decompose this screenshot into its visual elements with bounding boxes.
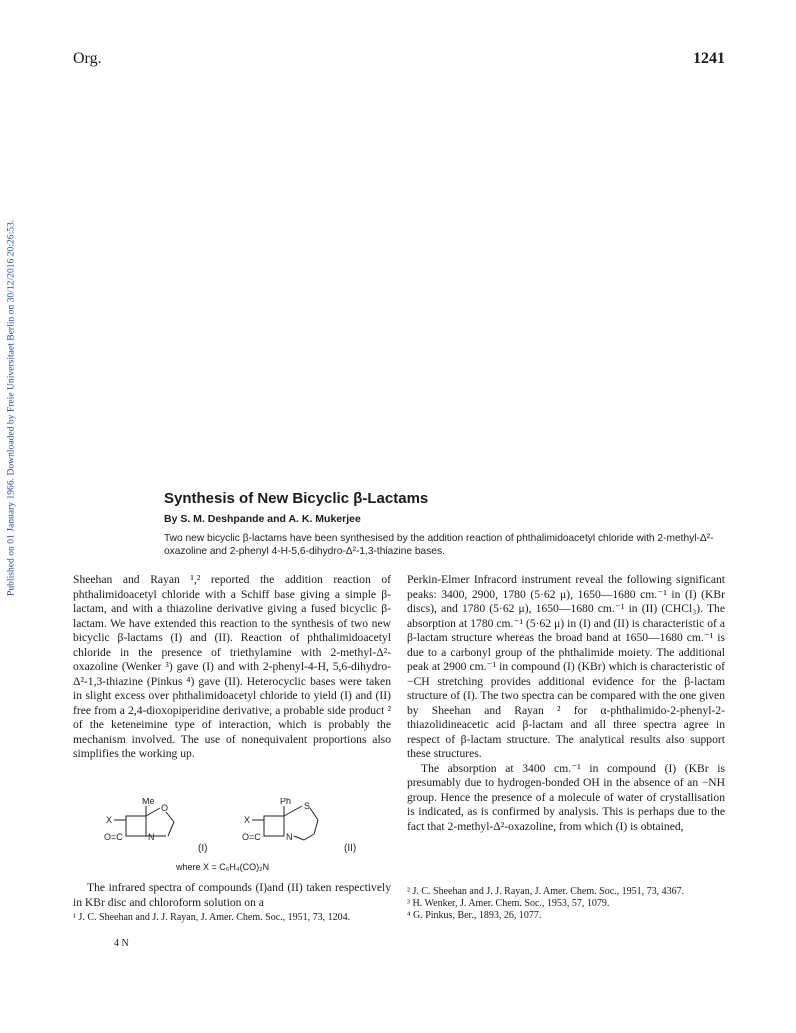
article-authors: By S. M. Deshpande and A. K. Mukerjee [164,513,361,525]
phenyl-label: Ph [280,798,292,806]
footnote-3: ³ H. Wenker, J. Amer. Chem. Soc., 1953, 57, 1079. [407,898,610,909]
footnote-4: ⁴ G. Pinkus, Ber., 1893, 26, 1077. [407,910,542,921]
page-number: 1241 [693,50,725,67]
body-column-left [73,573,391,762]
footnote-text: ¹ J. C. Sheehan and J. J. Rayan, J. Amer. Chem. Soc., 1951, 73, 1204. [73,912,351,923]
signature-mark: 4 N [114,938,129,949]
footnotes-right [407,886,725,922]
journal-section: Org. [73,50,102,67]
sulfur-label: S [304,801,311,811]
footnote-1 [73,912,391,924]
nitrogen-label: N [286,832,293,842]
body-column-left-continued [73,881,391,910]
x-label: X [244,815,251,825]
methyl-label: Me [142,798,155,806]
body-paragraph: Sheehan and Rayan ¹,² reported the addition reaction of phthalimidoacetyl chloride with a Schiff base giving a simple β-lactam, and with a thiazoline derivative giving a fused bicyclic β-lactam. We have extended this reaction to the synthesis of two new bicyclic β-lactams (I) and (II). Reaction of phthalimidoacetyl chloride in the presence of triethylamine with 2-methyl-Δ²-oxazoline (Wenker ³) gave (I) and with 2-phenyl-4-H, 5,6-dihydro-Δ²-1,3-thiazine (Pinkus ⁴) gave (II). Heterocyclic bases were taken in slight excess over phthalimidoacetyl chloride to yield (I) and (II) free from a 2,4-dioxopiperidine derivative, a probable side product ² of the keteneimine type of interaction, which is probably the mechanism involved. The use of nonequivalent proportions also simplifies the working up. [73,573,391,760]
article-title: Synthesis of New Bicyclic β-Lactams [164,490,429,507]
article-abstract: Two new bicyclic β-lactams have been synthesised by the addition reaction of phthalimidoacetyl chloride with 2-methyl-Δ²-oxazoline and 2-phenyl 4-H-5,6-dihydro-Δ²-1,3-thiazine bases. [164,533,714,557]
footnote-2: ² J. C. Sheehan and J. J. Rayan, J. Amer. Chem. Soc., 1951, 73, 4367. [407,886,685,897]
chemical-structures [98,798,368,858]
body-paragraph: The absorption at 3400 cm.⁻¹ in compound (I) (KBr is presumably due to hydrogen-bonded OH in the absence of an −NH group. Hence the presence of a molecule of water of crystallisation is indicated, as is confirmed by analysis. This is perhaps due to the fact that 2-methyl-Δ²-oxazoline, from which (I) is obtained, [407,761,725,833]
nitrogen-label: N [148,832,155,842]
body-paragraph: Perkin-Elmer Infracord instrument reveal the following significant peaks: 3400, 2900, 1780 (5·62 μ), 1650—1680 cm.⁻¹ in (I) (KBr discs), and 1780 (5·62 μ), 1650—1680 cm.⁻¹ in (II) (CHCl₃). The absorption at 1780 cm.⁻¹ (5·62 μ) in (I) and (II) is characteristic of a β-lactam structure whereas the broad band at 1650—1680 cm.⁻¹ is due to a carbonyl group of the phthalimide moiety. The additional peak at 2900 cm.⁻¹ in compound (I) (KBr) which is characteristic of −CH stretching provides additional evidence for the β-lactam structure of (I). The two spectra can be compared with the one given by Sheehan and Rayan ² for α-phthalimido-2-phenyl-2-thiazolidineacetic acid β-lactam and all three spectra agree in respect of β-lactam structure. The analytical results also support these structures. [407,573,725,760]
oxygen-label: O [161,803,169,813]
carbonyl-label: O=C [104,832,123,842]
body-paragraph: The infrared spectra of compounds (I)and (II) taken respectively in KBr disc and chloroform solution on a [73,881,391,909]
x-label: X [106,815,113,825]
structure-legend: where X = C₆H₄(CO)₂N [176,862,270,872]
structure-diagram [98,798,368,858]
compound-label-I: (I) [198,843,208,854]
body-column-right [407,573,725,834]
compound-label-II: (II) [344,843,357,854]
publication-sidenote[interactable]: Published on 01 January 1966. Downloaded by Freie Universitaet Berlin on 30/12/2016 20:26:53. [5,219,17,597]
carbonyl-label: O=C [242,832,261,842]
